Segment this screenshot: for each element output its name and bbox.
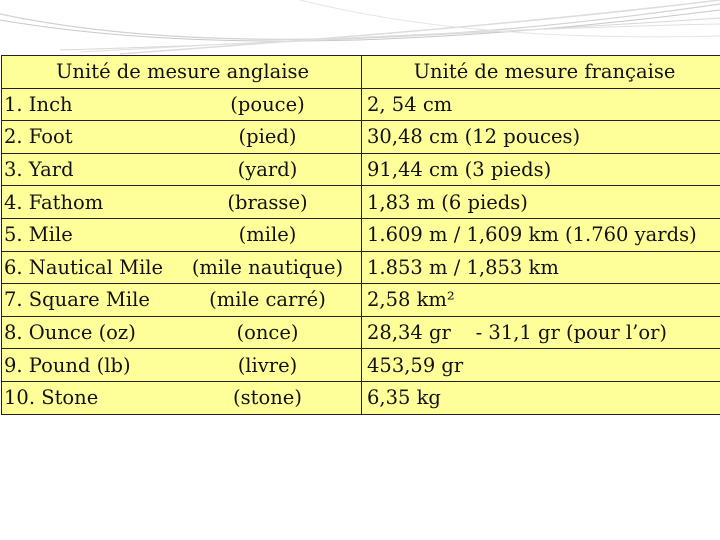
english-unit-name: 5. Mile	[4, 223, 73, 247]
french-unit-value: 2, 54 cm	[362, 88, 720, 121]
french-unit-value: 30,48 cm (12 pouces)	[362, 121, 720, 154]
english-unit-cell	[2, 381, 362, 414]
table-row	[2, 218, 720, 251]
table-row	[2, 284, 720, 317]
french-unit-name: (yard)	[237, 158, 298, 182]
table-row	[2, 121, 720, 154]
english-unit-cell	[2, 186, 362, 219]
english-unit-name: 8. Ounce (oz)	[4, 321, 136, 345]
table-row	[2, 186, 720, 219]
english-unit-name: 3. Yard	[4, 158, 74, 182]
table-row	[2, 381, 720, 414]
english-unit-name: 1. Inch	[4, 92, 73, 116]
french-unit-name: (mile)	[238, 223, 297, 247]
french-unit-name: (mile nautique)	[191, 255, 344, 279]
english-unit-cell	[2, 218, 362, 251]
french-unit-name: (pied)	[238, 125, 297, 149]
english-unit-cell	[2, 284, 362, 317]
header-decoration	[0, 0, 720, 60]
table-row	[2, 349, 720, 382]
english-unit-cell	[2, 88, 362, 121]
table-row	[2, 88, 720, 121]
english-unit-name: 2. Foot	[4, 125, 73, 149]
english-unit-name: 10. Stone	[4, 386, 99, 410]
english-unit-cell	[2, 121, 362, 154]
english-unit-cell	[2, 153, 362, 186]
french-unit-value: 453,59 gr	[362, 349, 720, 382]
table-row	[2, 251, 720, 284]
table-header-row	[2, 56, 720, 89]
french-unit-name: (stone)	[233, 386, 302, 410]
french-unit-name: (brasse)	[227, 190, 308, 214]
table-row	[2, 153, 720, 186]
header-french-units: Unité de mesure française	[362, 56, 720, 89]
french-unit-name: (livre)	[237, 353, 298, 377]
french-unit-value: 28,34 gr - 31,1 gr (pour l’or)	[362, 316, 720, 349]
header-english-units: Unité de mesure anglaise	[2, 56, 362, 89]
french-unit-value: 2,58 km²	[362, 284, 720, 317]
english-unit-cell	[2, 316, 362, 349]
french-unit-value: 1.853 m / 1,853 km	[362, 251, 720, 284]
english-unit-name: 9. Pound (lb)	[4, 353, 131, 377]
french-unit-name: (pouce)	[230, 92, 305, 116]
units-conversion-table	[1, 55, 720, 415]
french-unit-value: 1.609 m / 1,609 km (1.760 yards)	[362, 218, 720, 251]
french-unit-value: 6,35 kg	[362, 381, 720, 414]
english-unit-name: 6. Nautical Mile	[4, 255, 164, 279]
french-unit-value: 1,83 m (6 pieds)	[362, 186, 720, 219]
french-unit-name: (once)	[236, 321, 299, 345]
english-unit-cell	[2, 251, 362, 284]
french-unit-name: (mile carré)	[209, 288, 326, 312]
french-unit-value: 91,44 cm (3 pieds)	[362, 153, 720, 186]
english-unit-name: 4. Fathom	[4, 190, 104, 214]
english-unit-cell	[2, 349, 362, 382]
table-row	[2, 316, 720, 349]
english-unit-name: 7. Square Mile	[4, 288, 150, 312]
